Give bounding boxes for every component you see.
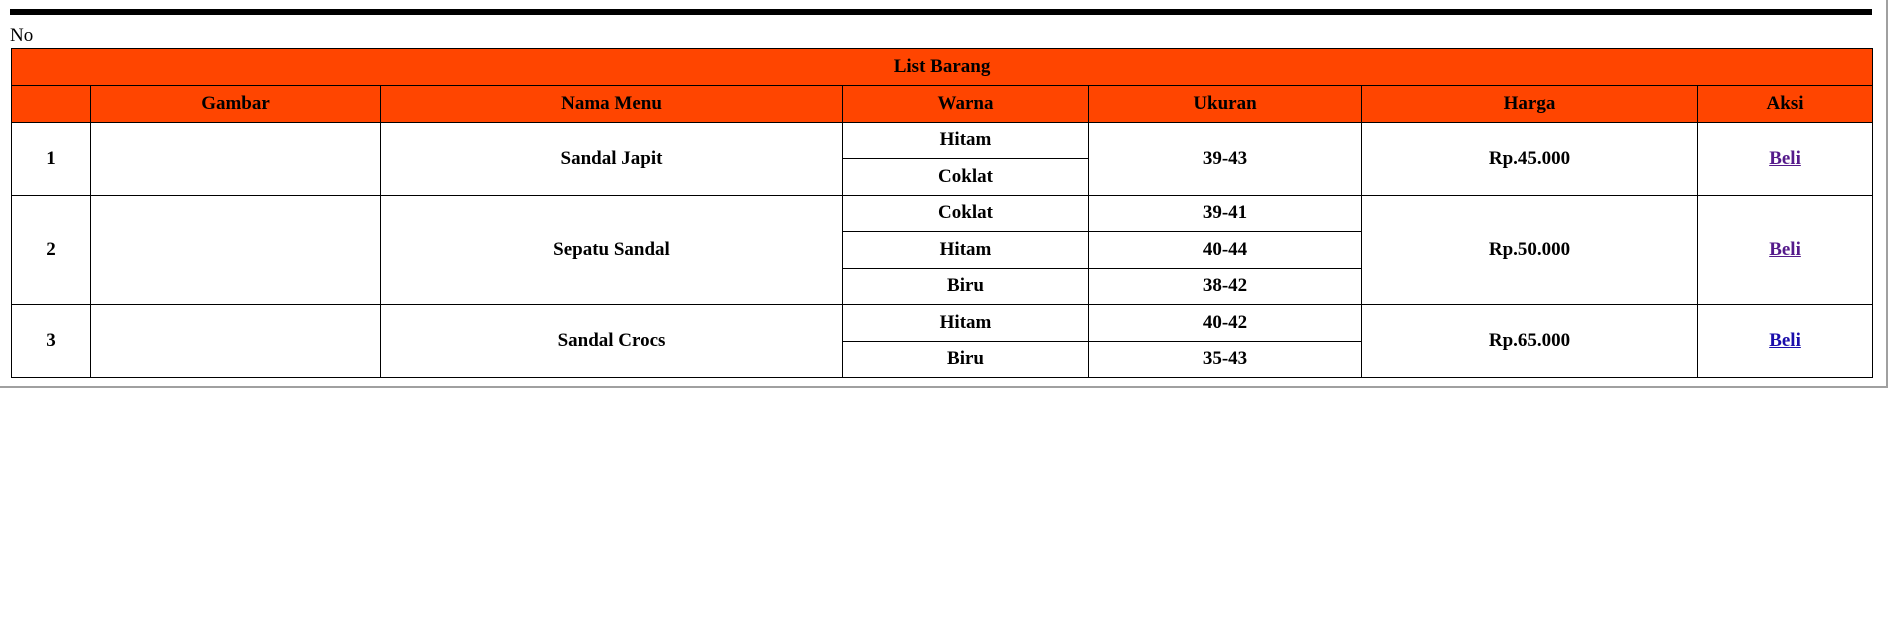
- header-warna: Warna: [843, 86, 1089, 123]
- item-action: [1698, 305, 1873, 378]
- item-no: 3: [12, 305, 91, 378]
- list-barang-table: [11, 48, 1873, 378]
- item-color: Hitam: [843, 305, 1089, 342]
- item-image: [91, 122, 381, 195]
- item-size: 39-41: [1089, 195, 1362, 232]
- item-size: 39-43: [1089, 122, 1362, 195]
- item-action: [1698, 195, 1873, 305]
- header-no: [12, 86, 91, 123]
- table-row: [12, 195, 1873, 232]
- item-color: Biru: [843, 341, 1089, 378]
- header-aksi: Aksi: [1698, 86, 1873, 123]
- header-nama-menu: Nama Menu: [381, 86, 843, 123]
- item-no: 1: [12, 122, 91, 195]
- item-size: 40-44: [1089, 232, 1362, 269]
- item-price: Rp.50.000: [1362, 195, 1698, 305]
- item-size: 40-42: [1089, 305, 1362, 342]
- header-gambar: Gambar: [91, 86, 381, 123]
- item-name: Sepatu Sandal: [381, 195, 843, 305]
- header-ukuran: Ukuran: [1089, 86, 1362, 123]
- horizontal-rule: [10, 9, 1872, 15]
- no-label: No: [10, 25, 34, 46]
- item-no: 2: [12, 195, 91, 305]
- item-image: [91, 305, 381, 378]
- item-action: [1698, 122, 1873, 195]
- buy-link[interactable]: Beli: [1769, 238, 1801, 260]
- header-row: [12, 86, 1873, 123]
- table-row: [12, 122, 1873, 159]
- item-size: 35-43: [1089, 341, 1362, 378]
- item-price: Rp.45.000: [1362, 122, 1698, 195]
- item-image: [91, 195, 381, 305]
- header-harga: Harga: [1362, 86, 1698, 123]
- item-color: Biru: [843, 268, 1089, 305]
- table-title: List Barang: [12, 49, 1873, 86]
- buy-link[interactable]: Beli: [1769, 330, 1801, 351]
- item-size: 38-42: [1089, 268, 1362, 305]
- item-price: Rp.65.000: [1362, 305, 1698, 378]
- item-color: Coklat: [843, 159, 1089, 196]
- item-color: Hitam: [843, 232, 1089, 269]
- table-row: [12, 305, 1873, 342]
- item-color: Coklat: [843, 195, 1089, 232]
- item-name: Sandal Japit: [381, 122, 843, 195]
- buy-link[interactable]: Beli: [1769, 147, 1801, 169]
- item-name: Sandal Crocs: [381, 305, 843, 378]
- item-color: Hitam: [843, 122, 1089, 159]
